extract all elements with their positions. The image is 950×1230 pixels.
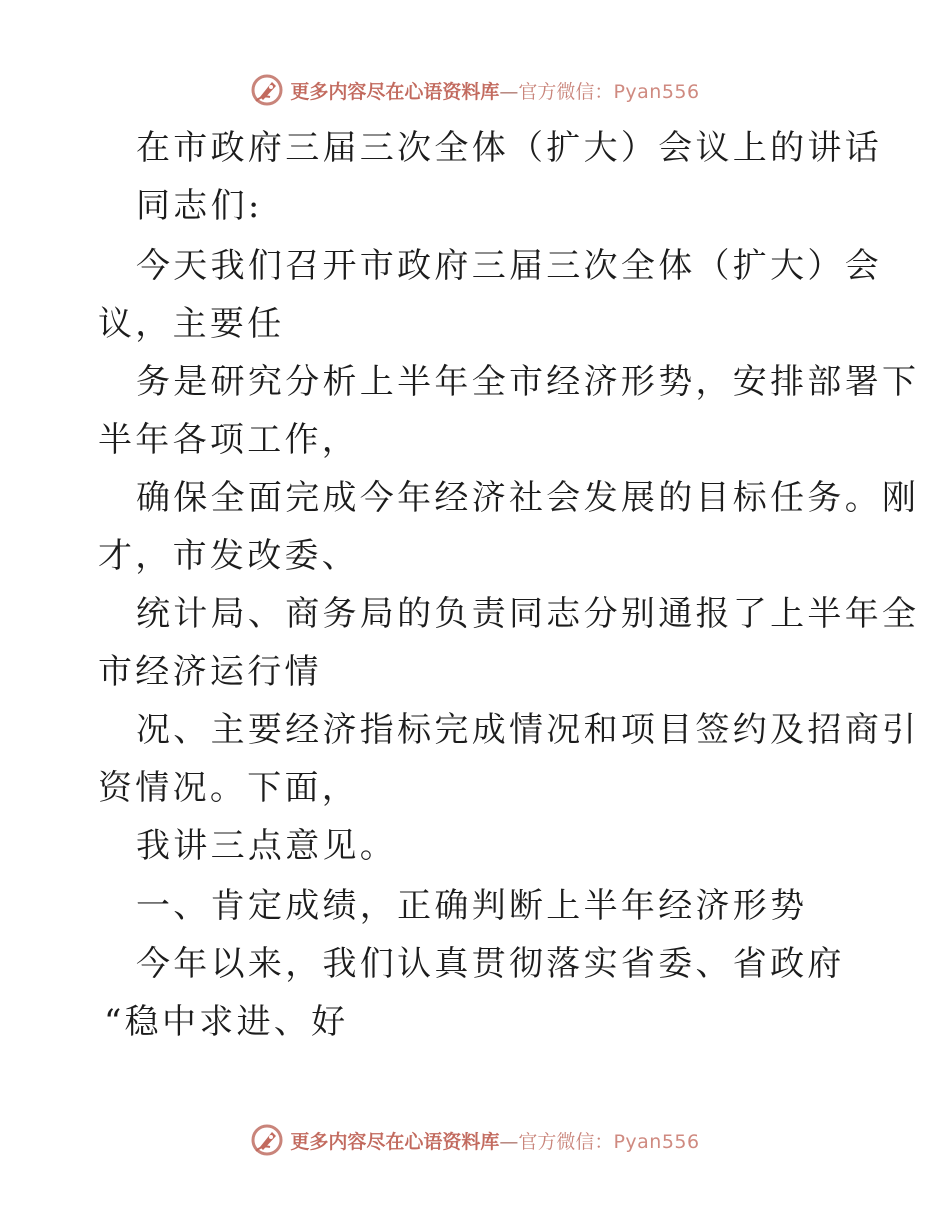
- banner-title: 更多内容尽在心语资料库: [290, 1130, 500, 1153]
- paragraph-line: “稳中求进、好: [104, 1002, 349, 1042]
- paragraph-line: 务是研究分析上半年全市经济形势，安排部署下: [136, 362, 920, 402]
- paragraph-line: 才，市发改委、: [98, 536, 360, 576]
- banner-subtitle: 官方微信：: [518, 1130, 614, 1153]
- pen-nib-circle-icon: [250, 73, 284, 107]
- footer-banner: [0, 1120, 950, 1160]
- salutation: 同志们:: [136, 186, 263, 226]
- banner-text: [290, 1127, 699, 1154]
- paragraph-line: 况、主要经济指标完成情况和项目签约及招商引: [136, 710, 920, 750]
- document-title: 在市政府三届三次全体（扩大）会议上的讲话: [136, 128, 882, 168]
- banner-wechat-id: Pyan556: [613, 80, 700, 103]
- banner-subtitle: 官方微信：: [518, 80, 614, 103]
- header-banner-content: [250, 73, 699, 107]
- paragraph-line: 市经济运行情: [98, 652, 322, 692]
- header-banner: [0, 70, 950, 110]
- banner-wechat-id: Pyan556: [613, 1130, 700, 1153]
- paragraph-line: 今年以来，我们认真贯彻落实省委、省政府: [136, 944, 845, 984]
- banner-title: 更多内容尽在心语资料库: [290, 80, 500, 103]
- banner-separator: —: [499, 1130, 519, 1153]
- paragraph-line: 半年各项工作，: [98, 420, 360, 460]
- paragraph-line: 确保全面完成今年经济社会发展的目标任务。刚: [136, 478, 920, 518]
- paragraph-line: 议，主要任: [98, 304, 285, 344]
- paragraph-line: 统计局、商务局的负责同志分别通报了上半年全: [136, 594, 920, 634]
- footer-banner-content: [250, 1123, 699, 1157]
- paragraph-line: 今天我们召开市政府三届三次全体（扩大）会: [136, 246, 882, 286]
- banner-separator: —: [499, 80, 519, 103]
- section-heading: 一、肯定成绩，正确判断上半年经济形势: [136, 886, 808, 926]
- banner-text: [290, 77, 699, 104]
- pen-nib-circle-icon: [250, 1123, 284, 1157]
- paragraph-line: 资情况。下面，: [98, 768, 360, 808]
- paragraph-line: 我讲三点意见。: [136, 826, 398, 866]
